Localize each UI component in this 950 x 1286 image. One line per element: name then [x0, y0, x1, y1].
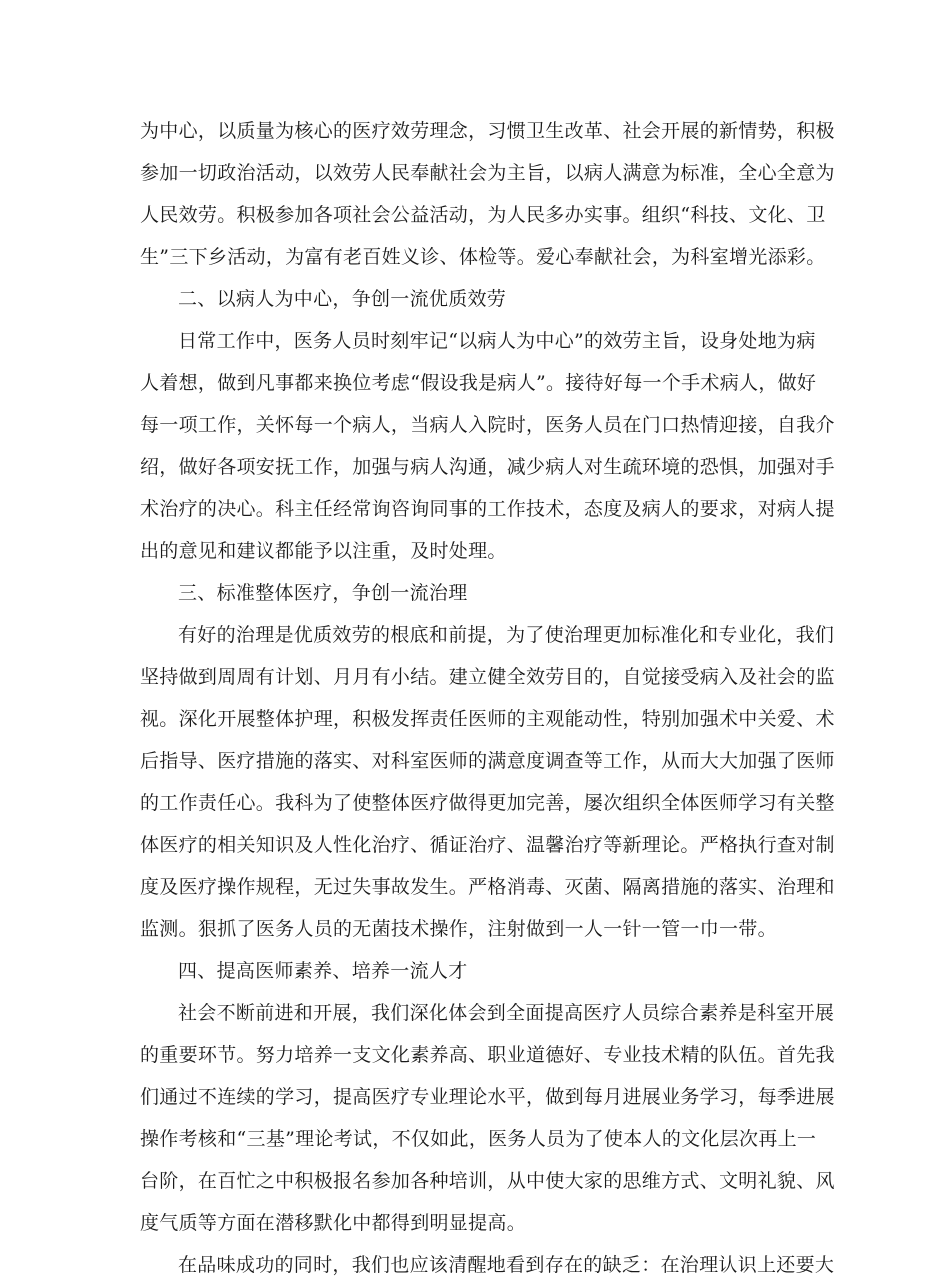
paragraph-line: 视。深化开展整体护理，积极发挥责任医师的主观能动性，特别加强术中关爱、术 — [140, 708, 835, 730]
paragraph-line: 度及医疗操作规程，无过失事故发生。严格消毒、灭菌、隔离措施的落实、治理和 — [140, 876, 835, 898]
paragraph-line: 绍，做好各项安抚工作，加强与病人沟通，减少病人对生疏环境的恐惧，加强对手 — [140, 456, 835, 478]
paragraph-line: 们通过不连续的学习，提高医疗专业理论水平，做到每月进展业务学习，每季进展 — [140, 1086, 835, 1108]
paragraph-first-line: 有好的治理是优质效劳的根底和前提，为了使治理更加标准化和专业化，我们 — [178, 624, 835, 646]
paragraph-first-line: 三、标准整体医疗，争创一流治理 — [178, 582, 468, 604]
document-body — [140, 110, 835, 1286]
paragraph-first-line: 二、以病人为中心，争创一流优质效劳 — [178, 288, 507, 310]
paragraph-line: 监测。狠抓了医务人员的无菌技术操作，注射做到一人一针一管一巾一带。 — [140, 918, 777, 940]
paragraph-line: 术治疗的决心。科主任经常询咨询同事的工作技术，态度及病人的要求，对病人提 — [140, 498, 835, 520]
paragraph-line: 坚持做到周周有计划、月月有小结。建立健全效劳目的，自觉接受病入及社会的监 — [140, 666, 835, 688]
paragraph-first-line: 社会不断前进和开展，我们深化体会到全面提高医疗人员综合素养是科室开展 — [178, 1002, 835, 1024]
paragraph-line: 体医疗的相关知识及人性化治疗、循证治疗、温馨治疗等新理论。严格执行查对制 — [140, 834, 835, 856]
paragraph-line: 的工作责任心。我科为了使整体医疗做得更加完善，屡次组织全体医师学习有关整 — [140, 792, 835, 814]
paragraph-line: 每一项工作，关怀每一个病人，当病人入院时，医务人员在门口热情迎接，自我介 — [140, 414, 835, 436]
paragraph-line: 出的意见和建议都能予以注重，及时处理。 — [140, 540, 507, 562]
paragraph-line: 的重要环节。努力培养一支文化素养高、职业道德好、专业技术精的队伍。首先我 — [140, 1044, 835, 1066]
paragraph-line: 台阶，在百忙之中积极报名参加各种培训，从中使大家的思维方式、文明礼貌、风 — [140, 1170, 835, 1192]
paragraph-first-line: 在品味成功的同时，我们也应该清醒地看到存在的缺乏：在治理认识上还要大 — [178, 1254, 835, 1276]
paragraph-line: 生”三下乡活动，为富有老百姓义诊、体检等。爱心奉献社会，为科室增光添彩。 — [140, 246, 826, 268]
paragraph-line: 后指导、医疗措施的落实、对科室医师的满意度调查等工作，从而大大加强了医师 — [140, 750, 835, 772]
paragraph-line: 操作考核和“三基”理论考试，不仅如此，医务人员为了使本人的文化层次再上一 — [140, 1128, 817, 1150]
paragraph-line: 度气质等方面在潜移默化中都得到明显提高。 — [140, 1212, 527, 1234]
paragraph-first-line: 四、提高医师素养、培养一流人才 — [178, 960, 468, 982]
paragraph-line: 人着想，做到凡事都来换位考虑“假设我是病人”。接待好每一个手术病人，做好 — [140, 372, 817, 394]
paragraph-first-line: 日常工作中，医务人员时刻牢记“以病人为中心”的效劳主旨，设身处地为病 — [178, 330, 816, 352]
paragraph-line: 为中心，以质量为核心的医疗效劳理念，习惯卫生改革、社会开展的新情势，积极 — [140, 120, 835, 142]
paragraph-line: 参加一切政治活动，以效劳人民奉献社会为主旨，以病人满意为标准，全心全意为 — [140, 162, 835, 184]
paragraph-line: 人民效劳。积极参加各项社会公益活动，为人民多办实事。组织“科技、文化、卫 — [140, 204, 826, 226]
